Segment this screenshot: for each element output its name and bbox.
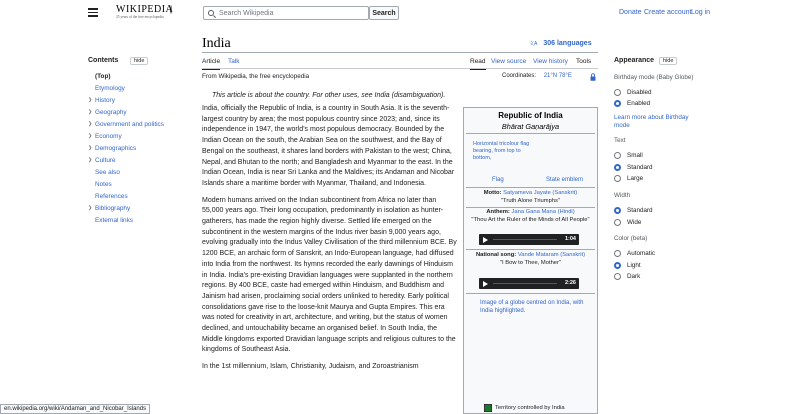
create-account-link[interactable]: Create account <box>644 9 692 16</box>
national-song-row: National song: Vande Mataram (Sanskrit) "I Bow to Thee, Mother" <box>475 252 586 266</box>
width-standard-radio[interactable]: Standard <box>614 207 653 214</box>
page-title: India <box>202 36 231 51</box>
appearance-hide-button[interactable]: hide <box>659 57 677 65</box>
appearance-title: Appearance <box>614 57 655 64</box>
infobox-divider <box>466 207 595 208</box>
legend-swatch <box>484 404 492 412</box>
globe-map-image[interactable]: Image of a globe centred on India, with India highlighted. <box>480 300 584 314</box>
toc-item-history[interactable]: ❯ History <box>88 96 115 104</box>
search-icon <box>208 10 214 16</box>
birthday-mode-label: Birthday mode (Baby Globe) <box>614 74 694 81</box>
tab-view-history[interactable]: View history <box>533 58 568 65</box>
article-body <box>202 104 457 379</box>
toc-item-notes[interactable]: Notes <box>95 180 112 188</box>
flag-link[interactable]: Flag <box>492 177 504 183</box>
expand-chevron-icon[interactable]: ❯ <box>88 121 93 127</box>
infobox-native-name: Bhārat Gaṇarājya <box>501 122 560 131</box>
coordinates: Coordinates: 21°N 78°E <box>502 73 572 79</box>
main-menu-icon[interactable] <box>88 8 98 17</box>
infobox-divider <box>466 249 595 250</box>
play-icon[interactable] <box>483 281 488 287</box>
toc-item-references[interactable]: References <box>95 192 128 200</box>
protection-lock-icon[interactable] <box>590 73 596 81</box>
color-automatic-radio[interactable]: Automatic <box>614 250 655 257</box>
expand-chevron-icon[interactable]: ❯ <box>88 205 93 211</box>
title-divider <box>202 52 598 53</box>
expand-chevron-icon[interactable]: ❯ <box>88 97 93 103</box>
toc-item-top[interactable]: (Top) <box>95 72 111 80</box>
coordinates-link[interactable]: 21°N 78°E <box>543 73 572 79</box>
tab-talk[interactable]: Talk <box>228 58 240 65</box>
donate-link[interactable]: Donate <box>619 9 642 16</box>
anthem-audio-player[interactable]: 1:04 <box>479 234 579 245</box>
toc-item-bibliography[interactable]: ❯ Bibliography <box>88 204 131 212</box>
expand-chevron-icon[interactable]: ❯ <box>88 157 93 163</box>
logo-wordmark: WIKIPEDIA <box>116 4 174 15</box>
color-light-radio[interactable]: Light <box>614 262 641 269</box>
play-icon[interactable] <box>483 237 488 243</box>
anthem-row: Anthem: Jana Gana Mana (Hindi) "Thou Art the Ruler of the Minds of All People" <box>471 209 590 223</box>
infobox <box>463 107 598 414</box>
birthday-enabled-radio[interactable]: Enabled <box>614 100 650 107</box>
toc-item-demographics[interactable]: ❯ Demographics <box>88 144 137 152</box>
status-bar-url: en.wikipedia.org/wiki/Andaman_and_Nicobar_Islands <box>0 404 150 414</box>
tab-read[interactable]: Read <box>470 58 486 70</box>
toc-item-government[interactable]: ❯ Government and politics <box>88 120 164 128</box>
site-subtitle: From Wikipedia, the free encyclopedia <box>202 73 310 80</box>
paragraph-3: In the 1st millennium, Islam, Christianity, Judaism, and Zoroastrianism <box>202 363 419 371</box>
text-size-label: Text <box>614 137 626 144</box>
login-link[interactable]: Log in <box>691 9 711 16</box>
toc-item-economy[interactable]: ❯ Economy <box>88 132 122 140</box>
toc-item-etymology[interactable]: Etymology <box>95 84 125 92</box>
appearance-panel <box>614 57 714 280</box>
width-label: Width <box>614 192 631 199</box>
toc-title: Contents <box>88 57 119 64</box>
toc-item-geography[interactable]: ❯ Geography <box>88 108 127 116</box>
flag-image[interactable]: Horizontal tricolour flag bearing, from top to bottom, <box>473 141 530 161</box>
search-placeholder: Search Wikipedia <box>219 9 274 17</box>
tab-view-source[interactable]: View source <box>491 58 527 65</box>
infobox-divider <box>466 293 595 294</box>
expand-chevron-icon[interactable]: ❯ <box>88 133 93 139</box>
emblem-link[interactable]: State emblem <box>546 177 584 183</box>
birthday-disabled-radio[interactable]: Disabled <box>614 89 652 96</box>
paragraph-2: Modern humans arrived on the Indian subcontinent from Africa no later than 55,000 years ago. Their long occupation, predominantly in isolation as hunter-gatherers, has made the region highly diverse. Settled life emerged on the subcontinent in the western margins of the Indus river basin 9,000 years ago, evolving gradually into the Indus Valley Civilisation of the third millennium BCE. By 1200 BCE, an archaic form of Sanskrit, an Indo-European language, had diffused into India from the northwest. Its hymns recorded the early dawnings of Hinduism in India. India's pre-existing Dravidian languages were supplanted in the northern regions. By 400 BCE, caste had emerged within Hinduism, and Buddhism and Jainism had arisen, proclaiming social orders unlinked to heredity. Early political consolidations gave rise to the loose-knit Maurya and Gupta Empires. This era was noted for creativity in art, architecture, and writing, but the status of women declined, and untouchability became an organised belief. In South India, the Middle kingdoms exported Dravidian language scripts and religious cultures to the kingdoms of Southeast Asia. <box>202 196 457 354</box>
header <box>0 0 800 28</box>
search-input[interactable] <box>203 6 369 20</box>
map-legend: Territory controlled by India <box>484 404 565 412</box>
width-wide-radio[interactable]: Wide <box>614 219 641 226</box>
text-small-radio[interactable]: Small <box>614 152 643 159</box>
tools-menu[interactable]: Tools <box>576 58 592 65</box>
table-of-contents <box>88 57 194 224</box>
search-button[interactable]: Search <box>369 6 399 20</box>
color-dark-radio[interactable]: Dark <box>614 273 640 280</box>
toc-item-culture[interactable]: ❯ Culture <box>88 156 116 164</box>
toc-item-see-also[interactable]: See also <box>95 168 120 176</box>
expand-chevron-icon[interactable]: ❯ <box>88 145 93 151</box>
motto-row: Motto: Satyameva Jayate (Sanskrit) "Truth Alone Triumphs" <box>483 190 578 204</box>
tab-divider <box>202 68 598 69</box>
text-standard-radio[interactable]: Standard <box>614 164 653 171</box>
color-label: Color (beta) <box>614 235 648 242</box>
infobox-title: Republic of India <box>498 111 563 120</box>
song-audio-player[interactable]: 2:26 <box>479 278 579 289</box>
paragraph-1: India, officially the Republic of India, is a country in South Asia. It is the seventh-largest country by area; the most populous country since 2023; and, since its independence in 1947, the world's most populous democracy. Bounded by the Indian Ocean on the south, the Arabian Sea on the southwest, and the Bay of Bengal on the southeast, it shares land borders with Pakistan to the west; China, Nepal, and Bhutan to the north; and Bangladesh and Myanmar to the east. In the Indian Ocean, India is near Sri Lanka and the Maldives; its Andaman and Nicobar Islands share a maritime border with Myanmar, Thailand, and Indonesia. <box>202 105 455 187</box>
hatnote: This article is about the country. For other uses, see India (disambiguation). <box>212 92 446 99</box>
tab-article[interactable]: Article <box>202 58 220 70</box>
language-button[interactable]: 文A 306 languages <box>529 40 592 47</box>
birthday-learn-more-link[interactable]: Learn more about Birthday mode <box>614 114 689 129</box>
infobox-divider <box>466 187 595 188</box>
toc-item-external-links[interactable]: External links <box>95 216 134 224</box>
infobox-divider <box>466 133 595 134</box>
text-large-radio[interactable]: Large <box>614 175 643 182</box>
expand-chevron-icon[interactable]: ❯ <box>88 109 93 115</box>
toc-hide-button[interactable]: hide <box>130 57 148 65</box>
logo-tagline: 25 years of the free encyclopedia <box>116 15 164 19</box>
